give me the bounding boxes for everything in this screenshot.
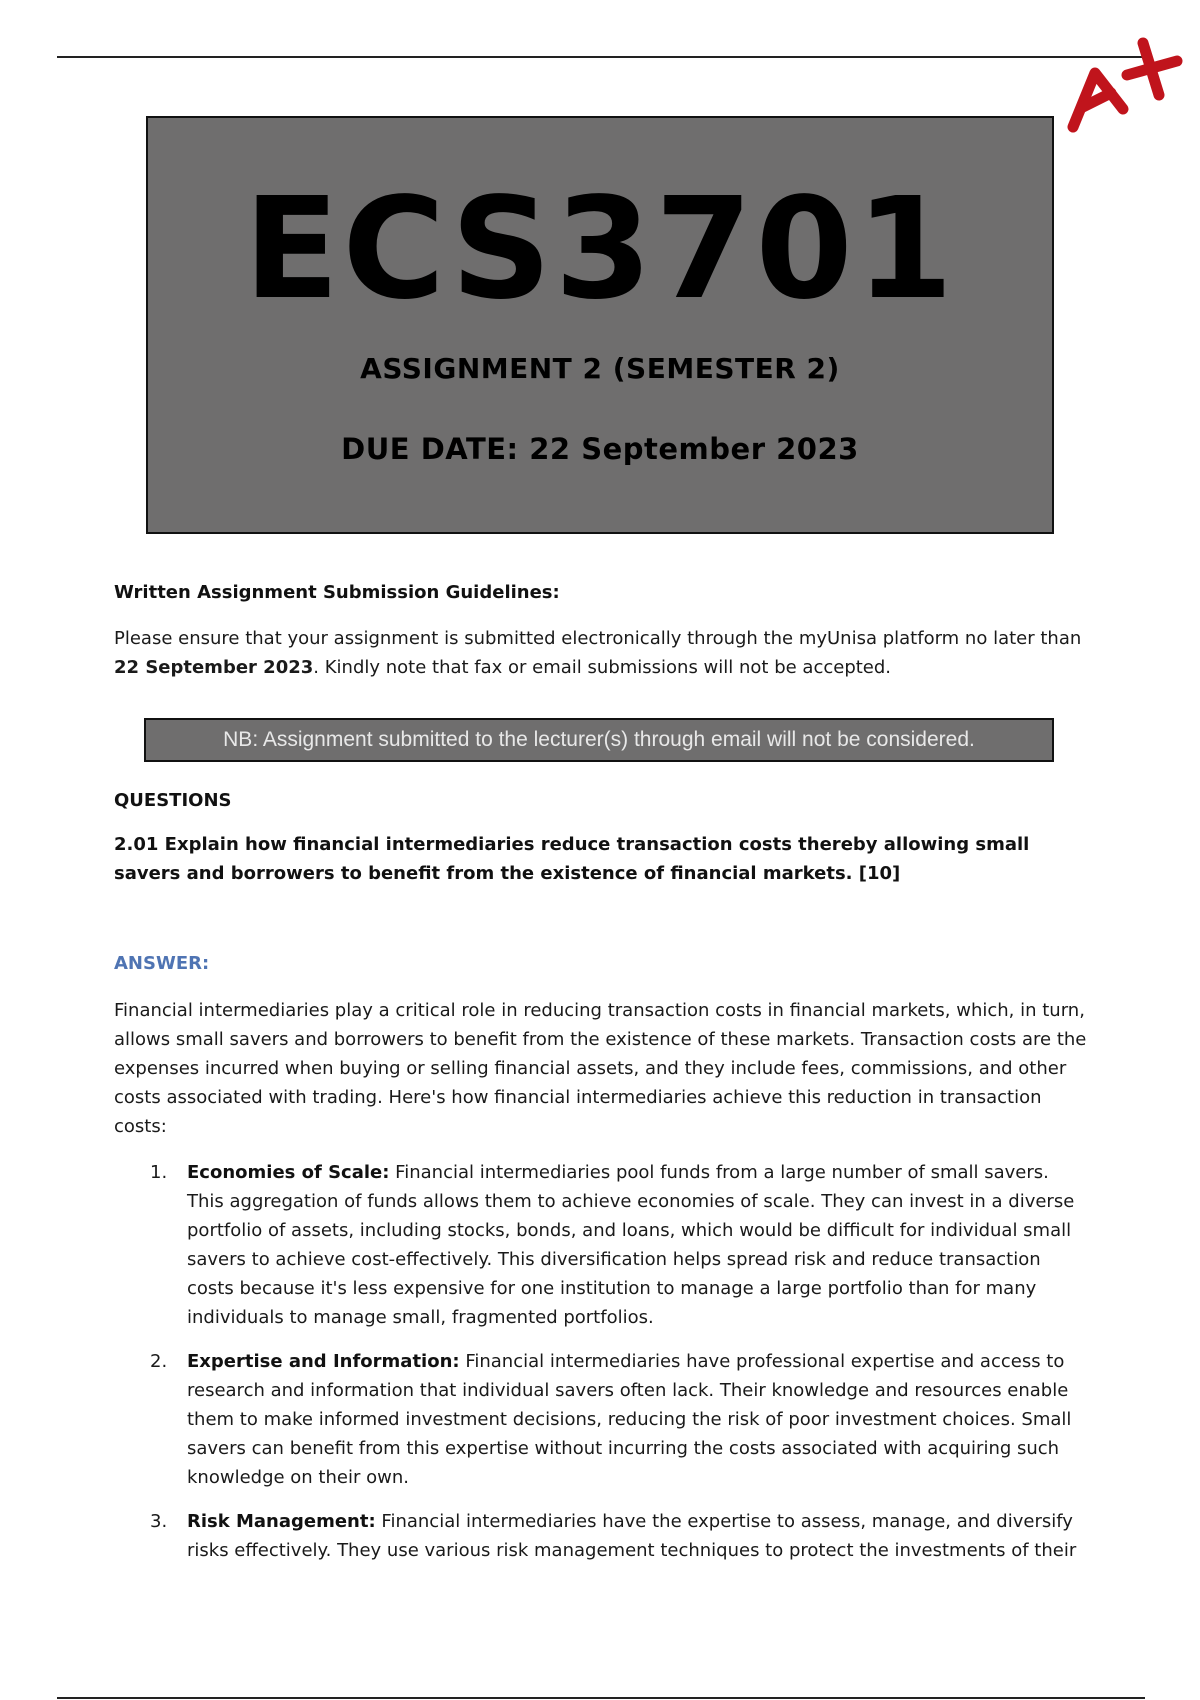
list-item-title: Risk Management: (187, 1511, 376, 1532)
list-item (114, 1158, 1084, 1332)
due-date: DUE DATE: 22 September 2023 (341, 432, 859, 466)
bottom-rule (57, 1697, 1145, 1699)
answer-intro: Financial intermediaries play a critical role in reducing transaction costs in financial markets, which, in turn, allows small savers and borrowers to benefit from the existence of these markets. Transaction costs are the expenses incurred when buying or selling financial assets, and they include fees, commissions, and other costs associated with trading. Here's how financial intermediaries achieve this reduction in transaction costs: (114, 1000, 1087, 1137)
answer-heading: ANSWER: (114, 953, 210, 974)
list-item-title: Expertise and Information: (187, 1351, 460, 1372)
list-item (114, 1507, 1084, 1565)
assignment-title: ASSIGNMENT 2 (SEMESTER 2) (360, 352, 840, 385)
guidelines-heading: Written Assignment Submission Guidelines: (114, 582, 560, 603)
nb-notice: NB: Assignment submitted to the lecturer(s) through email will not be considered. (144, 718, 1054, 762)
guidelines-note: . Kindly note that fax or email submissions will not be accepted. (313, 657, 892, 678)
questions-heading: QUESTIONS (114, 790, 232, 811)
list-item-text: Financial intermediaries pool funds from a large number of small savers. This aggregation of funds allows them to achieve economies of scale. They can invest in a diverse portfolio of assets, including stocks, bonds, and loans, which would be difficult for individual small savers to achieve cost-effectively. This diversification helps spread risk and reduce transaction costs because it's less expensive for one institution to manage a large portfolio than for many individuals to manage small, fragmented portfolios. (187, 1162, 1075, 1328)
list-item-text: Financial intermediaries have the expertise to assess, manage, and diversify risks effectively. They use various risk management techniques to protect the investments of their (187, 1511, 1077, 1561)
guidelines-text: Please ensure that your assignment is submitted electronically through the myUnisa platform no later than (114, 628, 1082, 649)
course-code: ECS3701 (243, 168, 957, 331)
list-item-number: 3. (150, 1511, 168, 1532)
guidelines-body (114, 624, 1090, 682)
list-item-text: Financial intermediaries have professional expertise and access to research and information that individual savers often lack. Their knowledge and resources enable them to make informed investment decisions, reducing the risk of poor investment choices. Small savers can benefit from this expertise without incurring the costs associated with acquiring such knowledge on their own. (187, 1351, 1072, 1488)
list-item (114, 1347, 1084, 1492)
cover-box (146, 116, 1054, 534)
question-2-01: 2.01 Explain how financial intermediaries reduce transaction costs thereby allowing small savers and borrowers to benefit from the existence of financial markets. [10] (114, 834, 1030, 884)
list-item-title: Economies of Scale: (187, 1162, 390, 1183)
top-rule (57, 56, 1145, 58)
list-item-number: 1. (150, 1162, 168, 1183)
guidelines-due-date: 22 September 2023 (114, 657, 314, 678)
list-item-number: 2. (150, 1351, 168, 1372)
answer-points-list (114, 1158, 1084, 1580)
a-plus-stamp (1065, 35, 1190, 135)
